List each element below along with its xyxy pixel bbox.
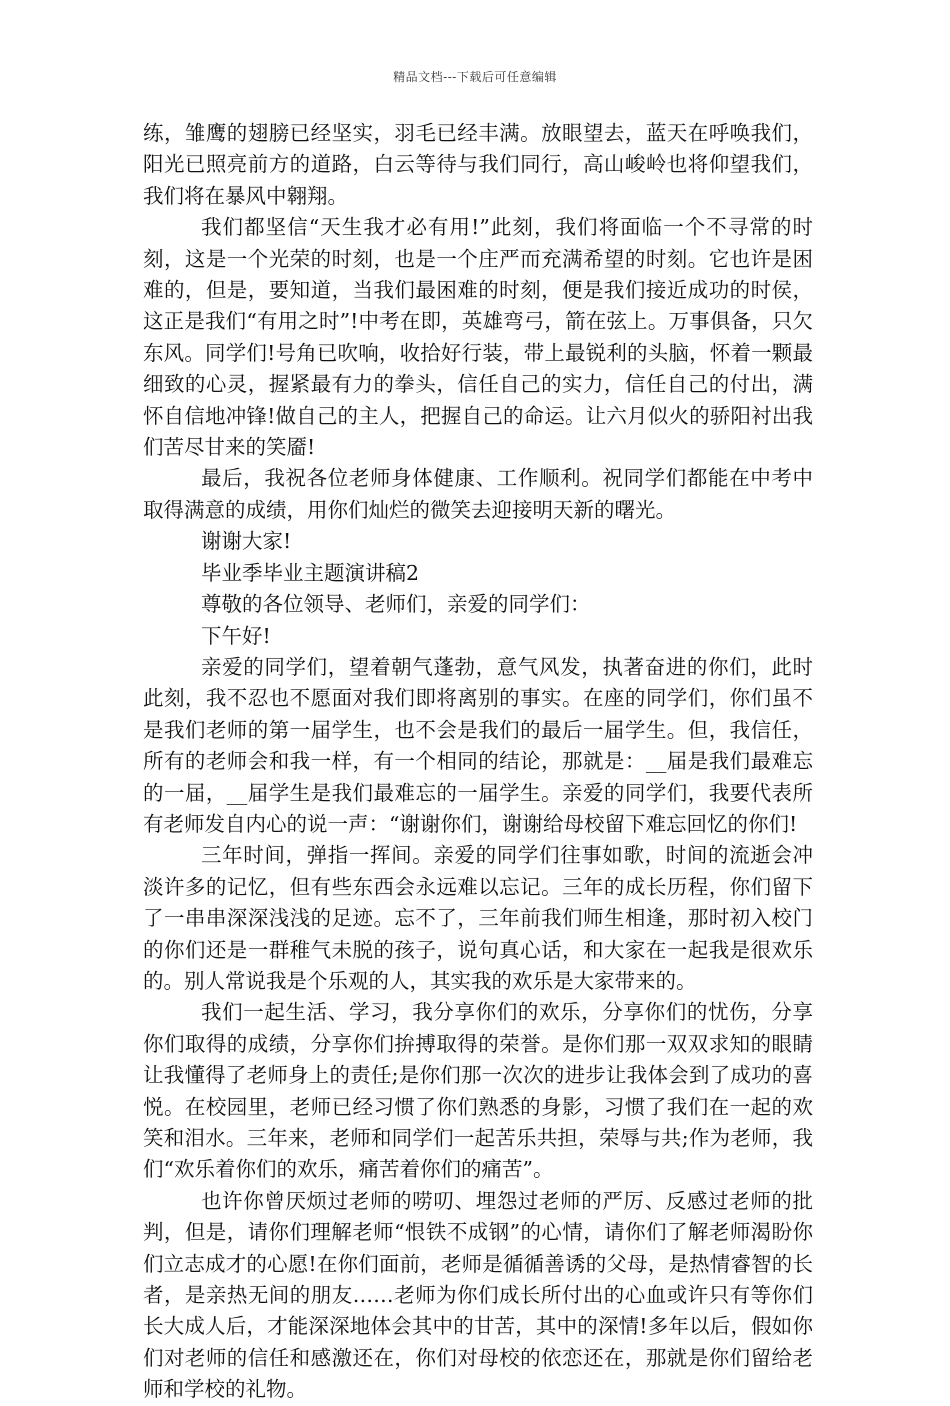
closing-thanks: 谢谢大家! xyxy=(201,529,292,554)
document-body xyxy=(143,118,813,1406)
greeting: 下午好! xyxy=(201,623,271,648)
paragraph: 三年时间，弹指一挥间。亲爱的同学们往事如歌，时间的流逝会冲淡许多的记忆，但有些东西会永远难以忘记。三年的成长历程，你们留下了一串串深深浅浅的足迹。忘不了，三年前我们师生相逢，那时初入校门的你们还是一群稚气未脱的孩子，说句真心话，和大家在一起我是很欢乐的。别人常说我是个乐观的人，其实我的欢乐是大家带来的。 xyxy=(143,843,813,993)
paragraph: 最后，我祝各位老师身体健康、工作顺利。祝同学们都能在中考中取得满意的成绩，用你们灿烂的微笑去迎接明天新的曙光。 xyxy=(143,466,813,522)
paragraph: 我们一起生活、学习，我分享你们的欢乐，分享你们的忧伤，分享你们取得的成绩，分享你们拚搏取得的荣誉。是你们那一双双求知的眼睛让我懂得了老师身上的责任;是你们那一次次的进步让我体会到了成功的喜悦。在校园里，老师已经习惯了你们熟悉的身影，习惯了我们在一起的欢笑和泪水。三年来，老师和同学们一起苦乐共担，荣辱与共;作为老师，我们“欢乐着你们的欢乐，痛苦着你们的痛苦”。 xyxy=(143,1000,813,1182)
paragraph-continued: 练，雏鹰的翅膀已经坚实，羽毛已经丰满。放眼望去，蓝天在呼唤我们，阳光已照亮前方的道路，白云等待与我们同行，高山峻岭也将仰望我们，我们将在暴风中翱翔。 xyxy=(143,121,813,208)
paragraph: 我们都坚信“天生我才必有用!”此刻，我们将面临一个不寻常的时刻，这是一个光荣的时刻，也是一个庄严而充满希望的时刻。它也许是困难的，但是，要知道，当我们最困难的时刻，便是我们接近成功的时侯，这正是我们“有用之时”!中考在即，英雄弯弓，箭在弦上。万事俱备，只欠东风。同学们!号角已吹响，收拾好行装，带上最锐利的头脑，怀着一颗最细致的心灵，握紧最有力的拳头，信任自己的实力，信任自己的付出，满怀自信地冲锋!做自己的主人，把握自己的命运。让六月似火的骄阳衬出我们苦尽甘来的笑靥! xyxy=(143,215,813,460)
paragraph: 也许你曾厌烦过老师的唠叨、埋怨过老师的严厉、反感过老师的批判，但是，请你们理解老师“恨铁不成钢”的心情，请你们了解老师渴盼你们立志成才的心愿!在你们面前，老师是循循善诱的父母，是热情睿智的长者，是亲热无间的朋友……老师为你们成长所付出的心血或许只有等你们长大成人后，才能深深地体会其中的甘苦，其中的深情!多年以后，假如你们对老师的信任和感激还在，你们对母校的依恋还在，那就是你们留给老师和学校的礼物。 xyxy=(143,1188,813,1402)
section-title: 毕业季毕业主题演讲稿2 xyxy=(201,560,420,585)
paragraph: 亲爱的同学们，望着朝气蓬勃，意气风发，执著奋进的你们，此时此刻，我不忍也不愿面对我们即将离别的事实。在座的同学们，你们虽不是我们老师的第一届学生，也不会是我们的最后一届学生。但，我信任，所有的老师会和我一样，有一个相同的结论，那就是：__届是我们最难忘的一届，__届学生是我们最难忘的一届学生。亲爱的同学们，我要代表所有老师发自内心的说一声：“谢谢你们，谢谢给母校留下难忘回忆的你们! xyxy=(143,654,813,836)
page-header: 精品文档---下载后可任意编辑 xyxy=(393,70,557,84)
salutation: 尊敬的各位领导、老师们，亲爱的同学们： xyxy=(201,592,591,617)
